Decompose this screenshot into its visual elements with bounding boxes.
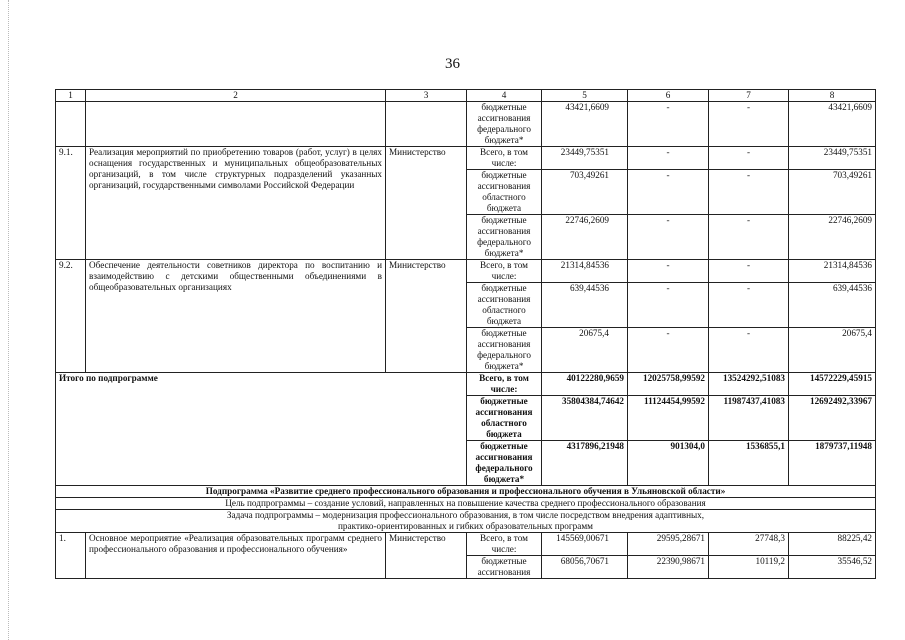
responsible: Министерство [386,147,467,260]
funding-source: бюджетные ассигнования областного бюджета [467,283,542,328]
value-cell: 703,49261 [789,170,876,215]
value-cell: 901304,0 [628,441,709,486]
value-cell: 88225,42 [789,533,876,556]
value-cell: - [628,328,709,373]
task-line: Задача подпрограммы – модернизация профессионального образования, в том числе посредством внедрения адаптивных, [226,510,705,520]
value-cell: 20675,4 [542,328,628,373]
subprogram-title: Подпрограмма «Развитие среднего профессионального образования и профессионального обучения в Ульяновской области» [56,486,876,498]
value-cell: 11987437,41083 [709,396,789,441]
header-cell: 2 [86,90,386,102]
table-row [56,260,876,283]
value-cell: 40122280,9659 [542,373,628,396]
value-cell: 11124454,99592 [628,396,709,441]
funding-source: Всего, в том числе: [467,147,542,170]
header-cell: 6 [628,90,709,102]
value-cell: 43421,6609 [542,102,628,147]
total-label: Итого по подпрограмме [56,373,467,486]
value-cell: 35546,52 [789,556,876,579]
value-cell: 68056,70671 [542,556,628,579]
value-cell: 35804384,74642 [542,396,628,441]
value-cell: - [709,215,789,260]
funding-source: бюджетные ассигнования федерального бюджета* [467,441,542,486]
header-cell: 4 [467,90,542,102]
responsible: Министерство [386,533,467,579]
budget-table [55,89,876,579]
funding-source: бюджетные ассигнования областного бюджета [467,170,542,215]
value-cell: - [628,170,709,215]
value-cell: - [709,147,789,170]
funding-source: бюджетные ассигнования федерального бюджета* [467,102,542,147]
value-cell: 639,44536 [542,283,628,328]
header-cell: 3 [386,90,467,102]
value-cell: - [709,328,789,373]
value-cell: 1879737,11948 [789,441,876,486]
page-number: 36 [445,56,460,72]
value-cell: - [709,283,789,328]
item-name: Обеспечение деятельности советников директора по воспитанию и взаимодействию с детскими общественными объединениями в общеобразовательных организациях [86,260,386,373]
item-number: 1. [56,533,86,579]
funding-source: бюджетные ассигнования федерального бюджета* [467,215,542,260]
value-cell: 703,49261 [542,170,628,215]
table-row [56,498,876,510]
value-cell: 21314,84536 [789,260,876,283]
item-number: 9.1. [56,147,86,260]
subprogram-goal: Цель подпрограммы – создание условий, направленных на повышение качества среднего профессионального образования [56,498,876,510]
funding-source: Всего, в том числе: [467,373,542,396]
funding-source: бюджетные ассигнования федерального бюджета* [467,328,542,373]
value-cell: 13524292,51083 [709,373,789,396]
value-cell: 22746,2609 [789,215,876,260]
header-row [56,90,876,102]
funding-source: бюджетные ассигнования [467,556,542,579]
value-cell: 43421,6609 [789,102,876,147]
value-cell: 27748,3 [709,533,789,556]
header-cell: 5 [542,90,628,102]
item-number: 9.2. [56,260,86,373]
subprogram-task [56,510,876,533]
value-cell: 12692492,33967 [789,396,876,441]
funding-source: Всего, в том числе: [467,533,542,556]
value-cell: 1536855,1 [709,441,789,486]
table-row [56,486,876,498]
value-cell: 22746,2609 [542,215,628,260]
value-cell: - [628,147,709,170]
funding-source: Всего, в том числе: [467,260,542,283]
table-row [56,373,876,396]
table-row [56,533,876,556]
funding-source: бюджетные ассигнования областного бюджета [467,396,542,441]
table-row [56,147,876,170]
task-line: практико-ориентированных и гибких образовательных программ [338,521,593,531]
table-row [56,510,876,533]
responsible: Министерство [386,260,467,373]
value-cell: 12025758,99592 [628,373,709,396]
page-edge [8,0,10,640]
table-row [56,102,876,147]
item-name: Реализация мероприятий по приобретению товаров (работ, услуг) в целях оснащения государственных и муниципальных общеобразовательных организаций, в том числе структурных подразделений указанных организаций, государственными символами Российской Федерации [86,147,386,260]
value-cell: 22390,98671 [628,556,709,579]
value-cell: 639,44536 [789,283,876,328]
value-cell: 23449,75351 [789,147,876,170]
value-cell: - [628,102,709,147]
item-name: Основное мероприятие «Реализация образовательных программ среднего профессионального образования и профессионального обучения» [86,533,386,579]
header-cell: 1 [56,90,86,102]
value-cell: - [709,260,789,283]
value-cell: - [628,215,709,260]
value-cell: 20675,4 [789,328,876,373]
value-cell: 4317896,21948 [542,441,628,486]
value-cell: 14572229,45915 [789,373,876,396]
value-cell: 29595,28671 [628,533,709,556]
value-cell: - [709,102,789,147]
value-cell: - [628,260,709,283]
value-cell: 21314,84536 [542,260,628,283]
header-cell: 8 [789,90,876,102]
value-cell: - [709,170,789,215]
value-cell: 145569,00671 [542,533,628,556]
value-cell: 10119,2 [709,556,789,579]
header-cell: 7 [709,90,789,102]
value-cell: 23449,75351 [542,147,628,170]
value-cell: - [628,283,709,328]
